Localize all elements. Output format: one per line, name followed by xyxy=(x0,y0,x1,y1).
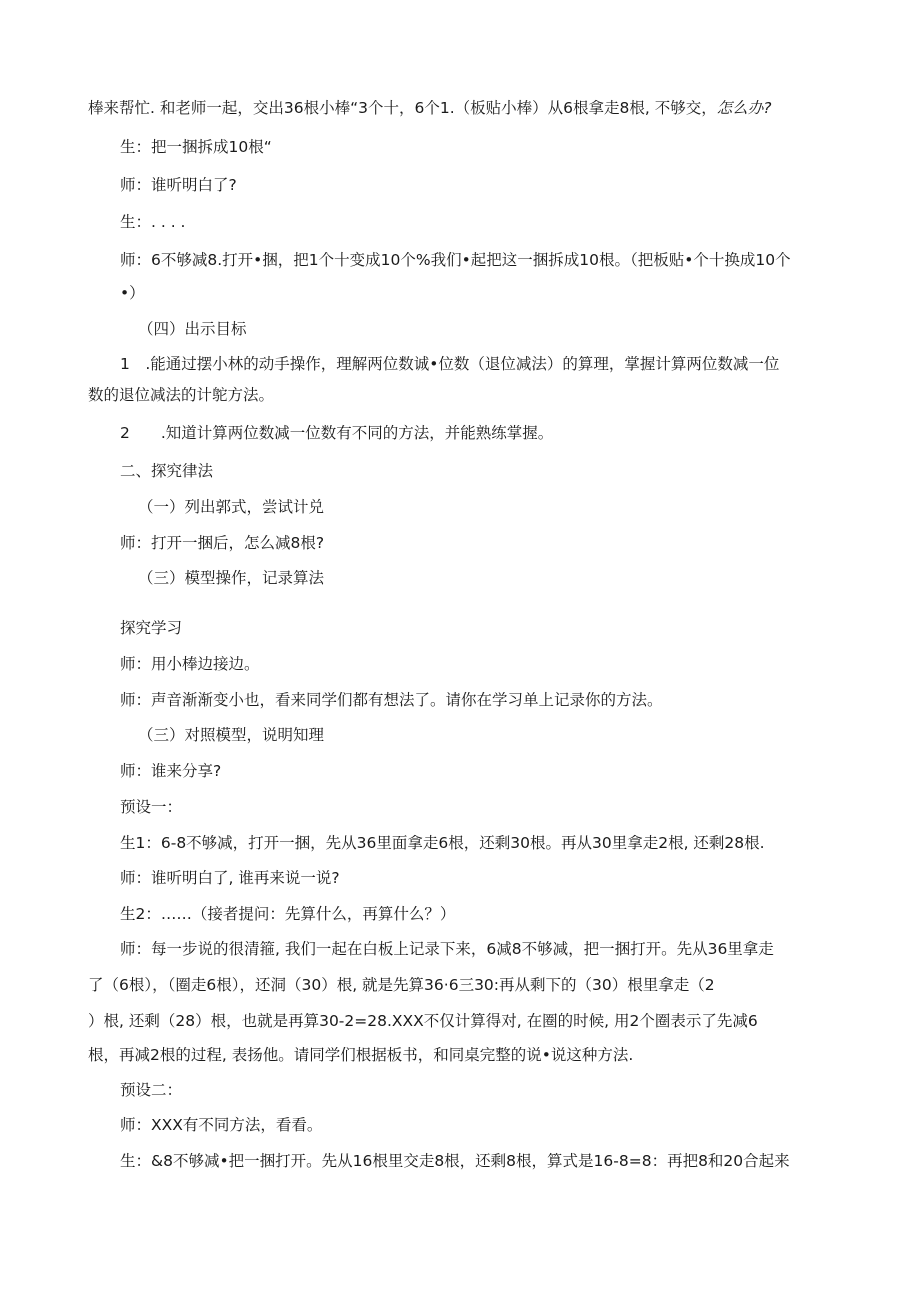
text-line: 生1：6-8不够减，打开一捆，先从36里面拿走6根，还剩30根。再从30里拿走2根, 还剩28根. xyxy=(120,834,765,852)
text-line: ）根, 还剩（28）根，也就是再算30-2=28.XXX不仅计算得对, 在圈的时候, 用2个圈表示了先减6 xyxy=(88,1012,758,1030)
text-line xyxy=(88,97,771,119)
text-line: 2 .知道计算两位数减一位数有不同的方法，并能熟练掌握。 xyxy=(120,424,554,442)
text-line: 数的退位减法的计鸵方法。 xyxy=(88,386,275,404)
text-line: 师：谁听明白了? xyxy=(120,176,237,194)
text-line-main: 棒来帮忙. 和老师一起，交出36根小棒“3个十，6个1.（板贴小棒）从6根拿走8根, 不够交， xyxy=(88,99,717,117)
section-heading: （三）模型操作，记录算法 xyxy=(138,569,325,587)
text-line: 生：. . . . xyxy=(120,213,186,231)
text-line: 1 .能通过摆小林的动手操作，理解两位数诚•位数（退位减法）的算理，掌握计算两位数减一位 xyxy=(120,355,780,373)
text-line: 了（6根），（圈走6根），还洞（30）根, 就是先算36·6三30:再从剩下的（30）根里拿走（2 xyxy=(88,976,715,994)
text-line: 预设二： xyxy=(120,1081,183,1099)
text-line: 师：打开一捆后，怎么减8根? xyxy=(120,534,325,552)
text-line: 师：谁来分享? xyxy=(120,762,222,780)
section-heading: （一）列出郭式，尝试计兑 xyxy=(138,498,325,516)
text-line-italic-tail: 怎么办? xyxy=(716,99,772,117)
text-line: 根，再减2根的过程, 表扬他。请同学们根据板书，和同桌完整的说•说这种方法. xyxy=(88,1046,634,1064)
section-heading: （四）出示目标 xyxy=(138,320,247,338)
section-heading: （三）对照模型，说明知理 xyxy=(138,726,325,744)
text-line: 生：把一捆拆成10根“ xyxy=(120,138,272,156)
text-line: •） xyxy=(120,284,145,302)
text-line: 师：6不够减8.打开•捆，把1个十变成10个%我们•起把这一捆拆成10根。（把板贴•个十换成10个 xyxy=(120,251,791,269)
text-line: 探究学习 xyxy=(120,619,183,637)
text-line: 师：用小棒边接边。 xyxy=(120,655,260,673)
text-line: 师：谁听明白了, 谁再来说一说? xyxy=(120,869,340,887)
text-line: 预设一： xyxy=(120,798,183,816)
text-line: 师：声音渐渐变小也，看来同学们都有想法了。请你在学习单上记录你的方法。 xyxy=(120,691,663,709)
text-line: 师：每一步说的很清箍, 我们一起在白板上记录下来，6减8不够减，把一捆打开。先从36里拿走 xyxy=(120,940,774,958)
text-line: 生2：……（接者提问：先算什么，再算什么？） xyxy=(120,905,456,923)
section-heading: 二、探究律法 xyxy=(120,462,214,480)
text-line: 生：&8不够减•把一捆打开。先从16根里交走8根，还剩8根，算式是16-8=8：再把8和20合起来 xyxy=(120,1152,790,1170)
text-line: 师：XXX有不同方法，看看。 xyxy=(120,1116,323,1134)
